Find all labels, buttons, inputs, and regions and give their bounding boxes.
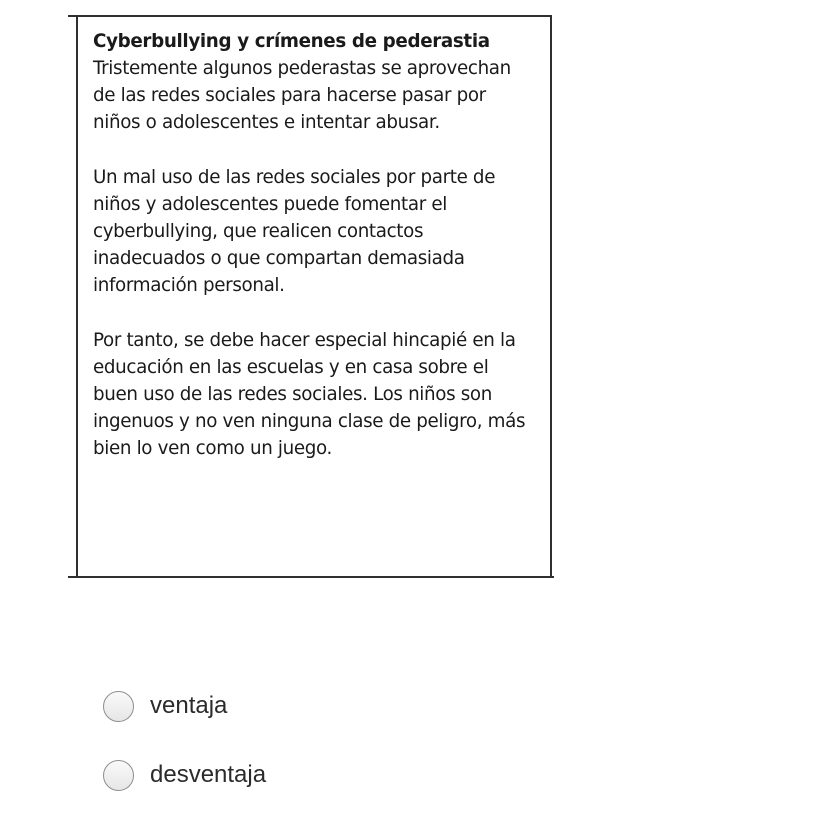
answer-options [103,686,266,824]
article-title: Cyberbullying y crímenes de pederastia [93,31,490,52]
option-label[interactable]: desventaja [150,761,267,788]
article-text [93,28,538,490]
article-paragraph: Un mal uso de las redes sociales por parte de niños y adolescentes puede fomentar el cyberbullying, que realicen contactos inadecuados o que compartan demasiada información personal. [93,167,496,296]
box-bottom-border [68,576,554,578]
article-paragraph: Por tanto, se debe hacer especial hincapié en la educación en las escuelas y en casa sobre el buen uso de las redes sociales. Los niños son ingenuos y no ven ninguna clase de peligro, más bien lo ven como un juego. [93,330,526,459]
article-paragraph: Tristemente algunos pederastas se aprovechan de las redes sociales para hacerse pasar por niños o adolescentes e intentar abusar. [93,58,511,133]
radio-button[interactable] [103,691,134,722]
option-ventaja[interactable] [103,686,266,726]
option-desventaja[interactable] [103,755,266,795]
option-label[interactable]: ventaja [150,692,228,719]
radio-button[interactable] [103,760,134,791]
